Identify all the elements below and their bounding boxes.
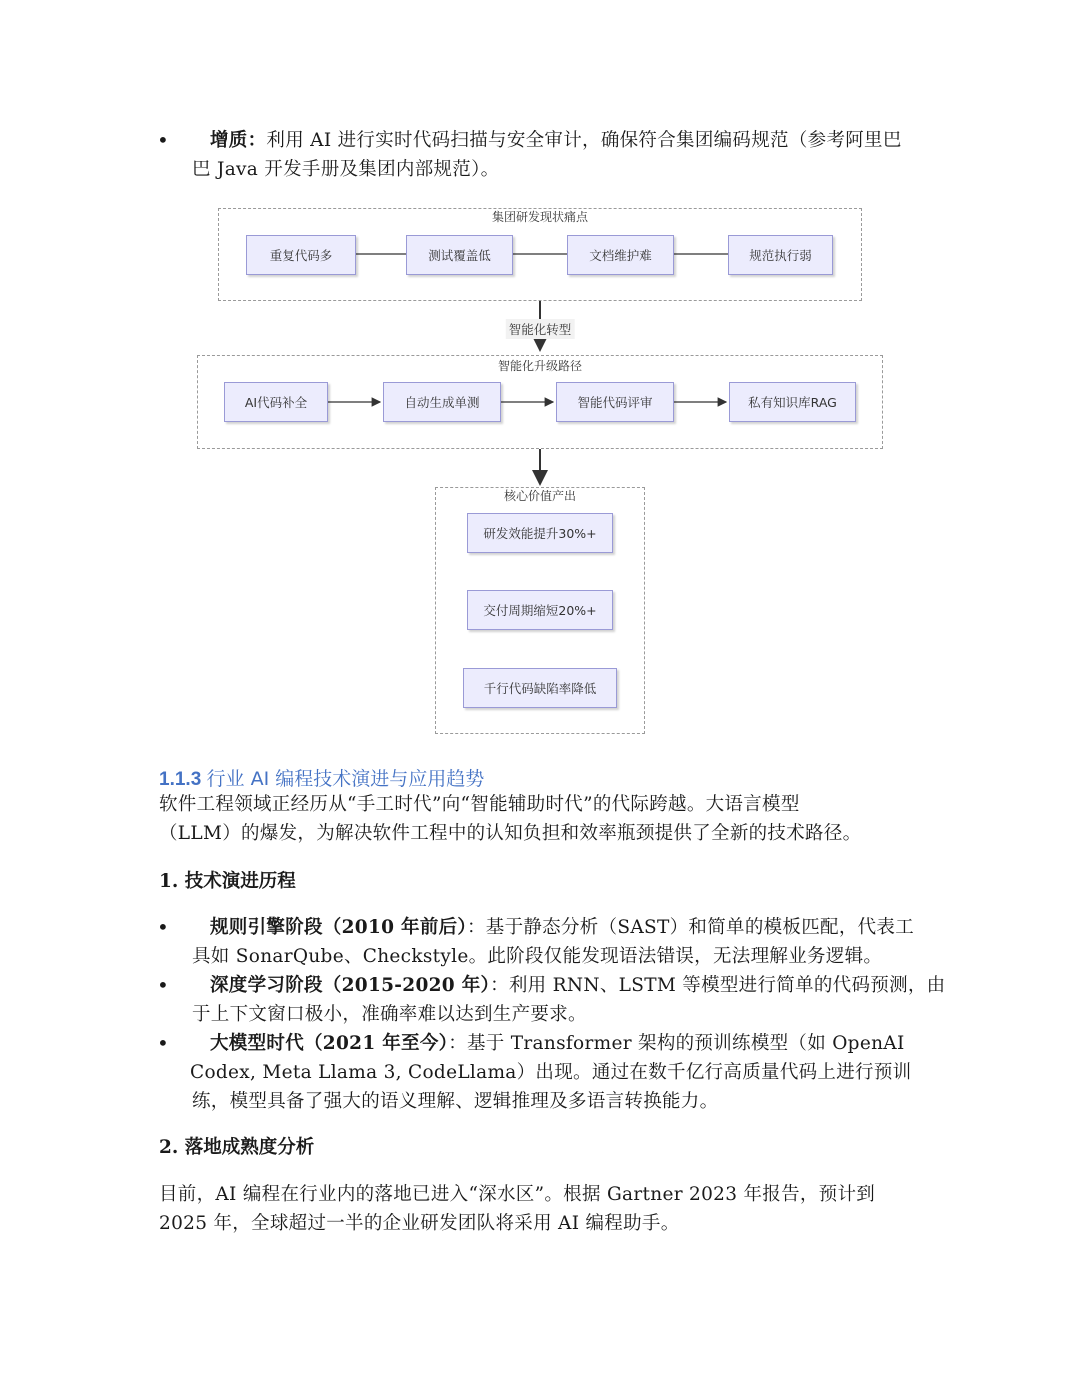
node-defect-rate: 千行代码缺陷率降低 <box>463 668 617 708</box>
top-bullet-term: 增质： <box>210 130 267 151</box>
node-duplicate-code: 重复代码多 <box>246 235 356 275</box>
section-intro-line2: （LLM）的爆发，为解决软件工程中的认知负担和效率瓶颈提供了全新的技术路径。 <box>159 823 862 844</box>
maturity-heading: 2. 落地成熟度分析 <box>159 1137 315 1158</box>
section-intro-line1: 软件工程领域正经历从“手工时代”向“智能辅助时代”的代际跨越。大语言模型 <box>159 794 800 815</box>
bullet-marker: • <box>157 973 169 997</box>
maturity-line2: 2025 年，全球超过一半的企业研发团队将采用 AI 编程助手。 <box>159 1213 680 1234</box>
node-private-rag: 私有知识库RAG <box>729 382 856 422</box>
node-auto-unit-test: 自动生成单测 <box>383 382 501 422</box>
maturity-line1: 目前，AI 编程在行业内的落地已进入“深水区”。根据 Gartner 2023 年报告，预计到 <box>159 1184 876 1205</box>
top-bullet-line1: 增质：利用 AI 进行实时代码扫描与安全审计，确保符合集团编码规范（参考阿里巴 <box>210 130 902 151</box>
edge-label-transformation: 智能化转型 <box>506 319 575 339</box>
node-ai-code-completion: AI代码补全 <box>224 382 328 422</box>
node-weak-standards: 规范执行弱 <box>728 235 833 275</box>
history-term: 规则引擎阶段（2010 年前后） <box>210 917 467 938</box>
history-term: 深度学习阶段（2015-2020 年） <box>210 975 491 996</box>
group-core-value-title: 核心价值产出 <box>503 489 577 503</box>
group-pain-points-title: 集团研发现状痛点 <box>491 210 589 224</box>
group-upgrade-path-title: 智能化升级路径 <box>497 359 583 373</box>
node-delivery-cycle: 交付周期缩短20%+ <box>467 590 613 630</box>
section-number: 1.1.3 <box>159 769 202 790</box>
bullet-marker: • <box>157 128 169 152</box>
section-title: 行业 AI 编程技术演进与应用趋势 <box>206 768 485 790</box>
node-smart-code-review: 智能代码评审 <box>556 382 674 422</box>
section-heading <box>159 764 484 791</box>
node-low-test-coverage: 测试覆盖低 <box>406 235 513 275</box>
node-doc-maintenance: 文档维护难 <box>567 235 674 275</box>
top-bullet-line2: 巴 Java 开发手册及集团内部规范）。 <box>192 159 500 180</box>
node-efficiency-boost: 研发效能提升30%+ <box>467 513 613 553</box>
bullet-marker: • <box>157 915 169 939</box>
history-term: 大模型时代（2021 年至今） <box>210 1033 449 1054</box>
history-heading: 1. 技术演进历程 <box>159 871 296 892</box>
bullet-marker: • <box>157 1031 169 1055</box>
